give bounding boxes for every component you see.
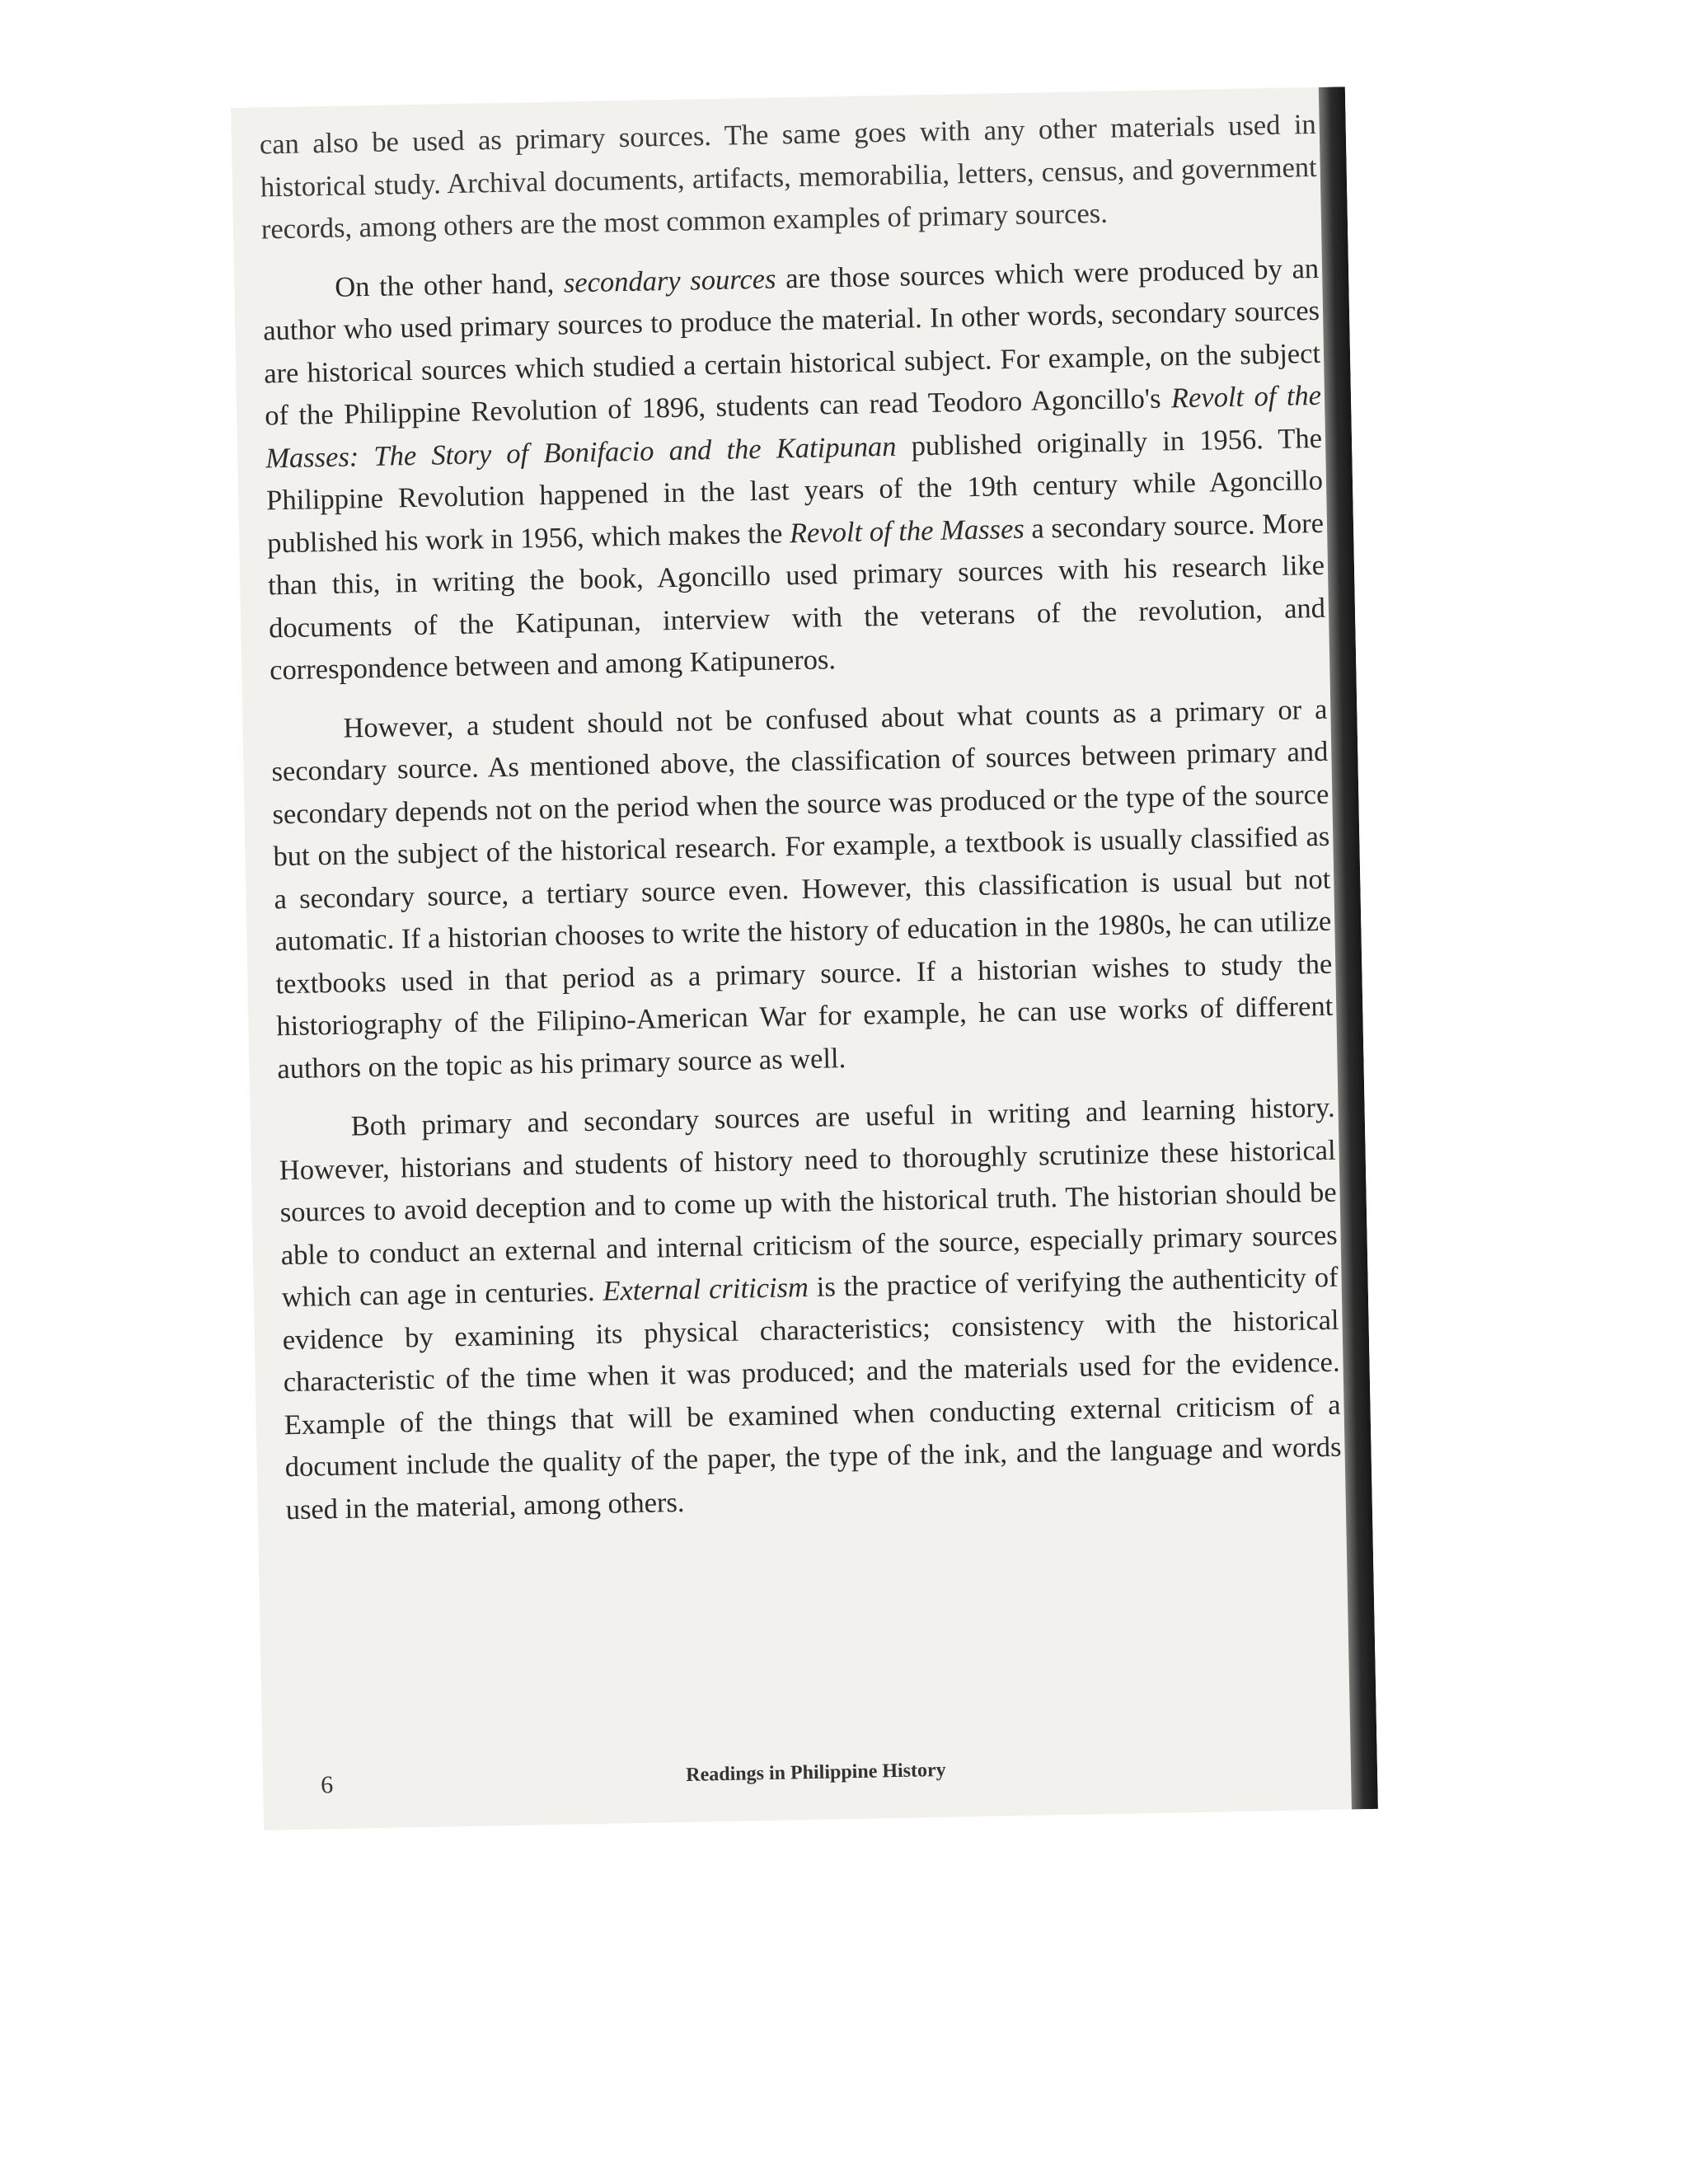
book-page (231, 87, 1378, 1830)
paragraph (278, 1087, 1343, 1532)
text-run: a secondary source. More than this, in writing the book, Agoncillo used primary sources with his research like documents of the Katipunan, interview with the veterans of the revolution, and correspondence between and among Katipuneros. (267, 507, 1326, 687)
italic-term: secondary sources (563, 263, 776, 298)
text-run: published originally in 1956. The Philippine Revolution happened in the last years of the 19th century while Agoncillo published his work in 1956, which makes the (265, 422, 1324, 559)
text-run: Both primary and secondary sources are useful in writing and learning history. However, historians and students of history need to thoroughly scrutinize these historical sources to avoid deception and to come up with the historical truth. The historian should be able to conduct an external and internal criticism of the source, especially primary sources which can age in centuries. (279, 1091, 1338, 1314)
text-run: can also be used as primary sources. The same goes with any other materials used in historical study. Archival documents, artifacts, memorabilia, letters, census, and government records, among others are the most common examples of primary sources. (259, 108, 1318, 246)
text-run: However, a student should not be confused about what counts as a primary or a secondary source. As mentioned above, the classification of sources between primary and secondary depends not on the period when the source was produced or the type of the source but on the subject of the historical research. For example, a textbook is usually classified as a secondary source, a tertiary source even. However, this classification is usual but not automatic. If a historian chooses to write the history of education in the 1980s, he can utilize textbooks used in that period as a primary source. If a historian wishes to study the historiography of the Filipino-American War for example, he can use works of different authors on the topic as his primary source as well. (271, 693, 1334, 1085)
text-run: is the practice of verifying the authenticity of evidence by examining its physical characteristics; consistency with the historical characteristic of the time when it was produced; and the materials used for the evidence. Example of the things that will be examined when conducting external criticism of a document include the quality of the paper, the type of the ink, and the language and words used in the material, among others. (282, 1261, 1342, 1526)
paragraph (262, 247, 1327, 692)
page-number: 6 (320, 1771, 334, 1799)
running-footer-title: Readings in Philippine History (686, 1759, 946, 1786)
page-footer (321, 1752, 1312, 1804)
body-text (259, 104, 1343, 1548)
text-run: On the other hand, (334, 266, 565, 303)
paragraph (270, 688, 1334, 1090)
continued-paragraph (259, 104, 1318, 251)
italic-term: External criticism (603, 1271, 809, 1307)
text-run: are those sources which were produced by an author who used primary sources to produce the material. In other words, secondary sources are historical sources which studied a certain historical subject. For example, on the subject of the Philippine Revolution of 1896, students can read Teodoro Agoncillo's (262, 252, 1321, 432)
italic-term: Revolt of the Masses (789, 513, 1025, 549)
italic-term: Revolt of the Masses: The Story of Bonifacio and the Katipunan (265, 379, 1322, 474)
